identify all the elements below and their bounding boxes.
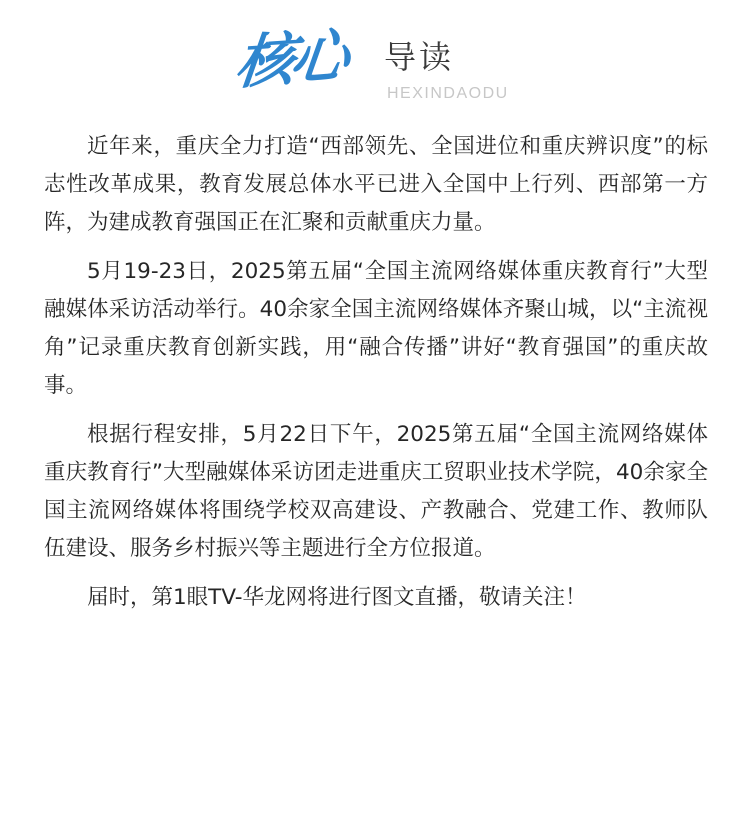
article-paragraph-1: 近年来，重庆全力打造“西部领先、全国进位和重庆辨识度”的标志性改革成果，教育发展总体水平已进入全国中上行列、西部第一方阵，为建成教育强国正在汇聚和贡献重庆力量。 <box>44 134 708 235</box>
section-header <box>0 0 750 118</box>
header-calligraphy-logo: 核心 <box>232 21 349 97</box>
article-paragraph-3: 根据行程安排，5月22日下午，2025第五届“全国主流网络媒体重庆教育行”大型融媒体采访团走进重庆工贸职业技术学院，40余家全国主流网络媒体将围绕学校双高建设、产教融合、党建工作、教师队伍建设、服务乡村振兴等主题进行全方位报道。 <box>44 422 708 561</box>
header-title: 导读 <box>384 38 455 76</box>
article-paragraph-2: 5月19-23日，2025第五届“全国主流网络媒体重庆教育行”大型融媒体采访活动举行。40余家全国主流网络媒体齐聚山城，以“主流视角”记录重庆教育创新实践，用“融合传播”讲好“教育强国”的重庆故事。 <box>44 259 708 398</box>
article-paragraph-4: 届时，第1眼TV-华龙网将进行图文直播，敬请关注！ <box>87 585 587 610</box>
header-pinyin: HEXINDAODU <box>387 85 509 102</box>
article-body <box>44 128 708 628</box>
